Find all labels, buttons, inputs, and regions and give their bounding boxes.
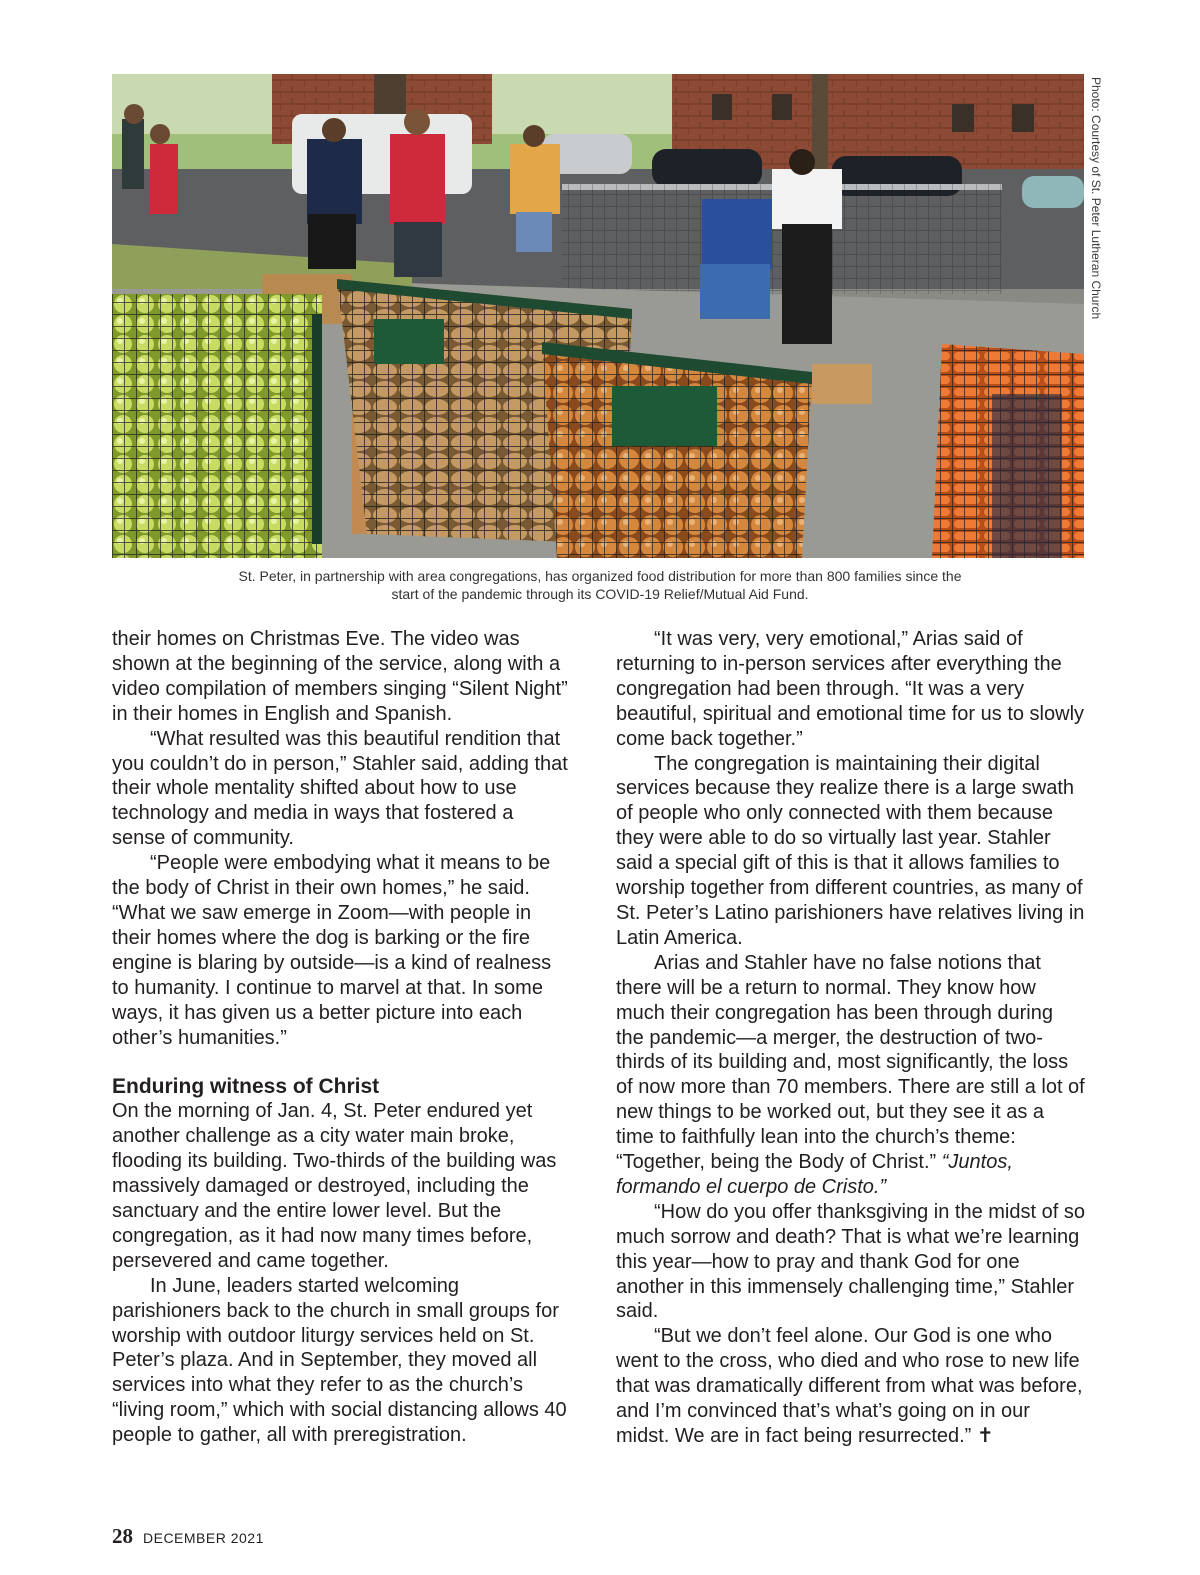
photo-credit: Photo: Courtesy of St. Peter Lutheran Church [1089, 77, 1103, 320]
paragraph: “What resulted was this beautiful rendition that you couldn’t do in person,” Stahler said, adding that their whole mentality shifted about how to use technology and media in ways that fostered a sense of community. [112, 727, 568, 850]
spanish-theme: “Juntos, formando el cuerpo de Cristo.” [616, 1151, 1013, 1198]
paragraph: their homes on Christmas Eve. The video was shown at the beginning of the service, along with a video compilation of members singing “Silent Night” in their homes in English and Spanish. [112, 628, 568, 725]
cross-end-mark-icon: ✝ [976, 1425, 994, 1447]
page-number: 28 [112, 1524, 133, 1548]
paragraph: “It was very, very emotional,” Arias said of returning to in-person services after everything the congregation had been through. “It was a very beautiful, spiritual and emotional time for us to slowly come back together.” [616, 628, 1085, 750]
paragraph: On the morning of Jan. 4, St. Peter endured yet another challenge as a city water main broke, flooding its building. Two-thirds of the building was massively damaged or destroyed, including the sanctuary and the entire lower level. But the congregation, as it had now many times before, persevered and came together. [112, 1100, 557, 1272]
issue-date: DECEMBER 2021 [143, 1530, 264, 1546]
right-column [616, 627, 1086, 1449]
paragraph-text: Arias and Stahler have no false notions that there will be a return to normal. They know how much their congregation has been through during the pandemic—a merger, the destruction of two-thirds of its building and, most significantly, the loss of now more than 70 members. There are still a lot of new things to be worked out, but they see it as a time to faithfully lean into the church’s theme: “Together, being the Body of Christ.” [616, 951, 1085, 1174]
paragraph: In June, leaders started welcoming parishioners back to the church in small groups for worship with outdoor liturgy services held on St. Peter’s plaza. And in September, they moved all services into what they refer to as the church’s “living room,” which with social distancing allows 40 people to gather, all with preregistration. [112, 1274, 567, 1447]
food-distribution-photo [112, 74, 1084, 558]
left-column [112, 627, 568, 1448]
paragraph-text: “But we don’t feel alone. Our God is one who went to the cross, who died and who rose to new life that was dramatically different from what was before, and I’m convinced that’s what’s going on in our midst. We are in fact being resurrected.” [616, 1325, 1083, 1447]
paragraph [616, 951, 1086, 1200]
paragraph: “People were embodying what it means to be the body of Christ in their own homes,” he said. “What we saw emerge in Zoom—with people in their homes where the dog is barking or the fire engine is blaring by outside—is a kind of realness to humanity. I continue to marvel at that. In some ways, it has given us a better picture into each other’s humanities.” [112, 852, 552, 1049]
paragraph: The congregation is maintaining their digital services because they realize there is a large swath of people who only connected with them because they were able to do so virtually last year. Stahler said a special gift of this is that it allows families to worship together from different countries, as many of St. Peter’s Latino parishioners have relatives living in Latin America. [616, 752, 1085, 949]
photo-caption: St. Peter, in partnership with area congregations, has organized food distribution for more than 800 families since the start of the pandemic through its COVID-19 Relief/Mutual Aid Fund. [238, 568, 962, 602]
paragraph [616, 1324, 1086, 1449]
photo-illustration [112, 74, 1084, 558]
section-heading: Enduring witness of Christ [112, 1075, 380, 1099]
paragraph: “How do you offer thanksgiving in the midst of so much sorrow and death? That is what we’re learning this year—how to pray and thank God for one another in this immensely challenging time,” Stahler said. [616, 1200, 1085, 1323]
page-footer [112, 1524, 264, 1552]
